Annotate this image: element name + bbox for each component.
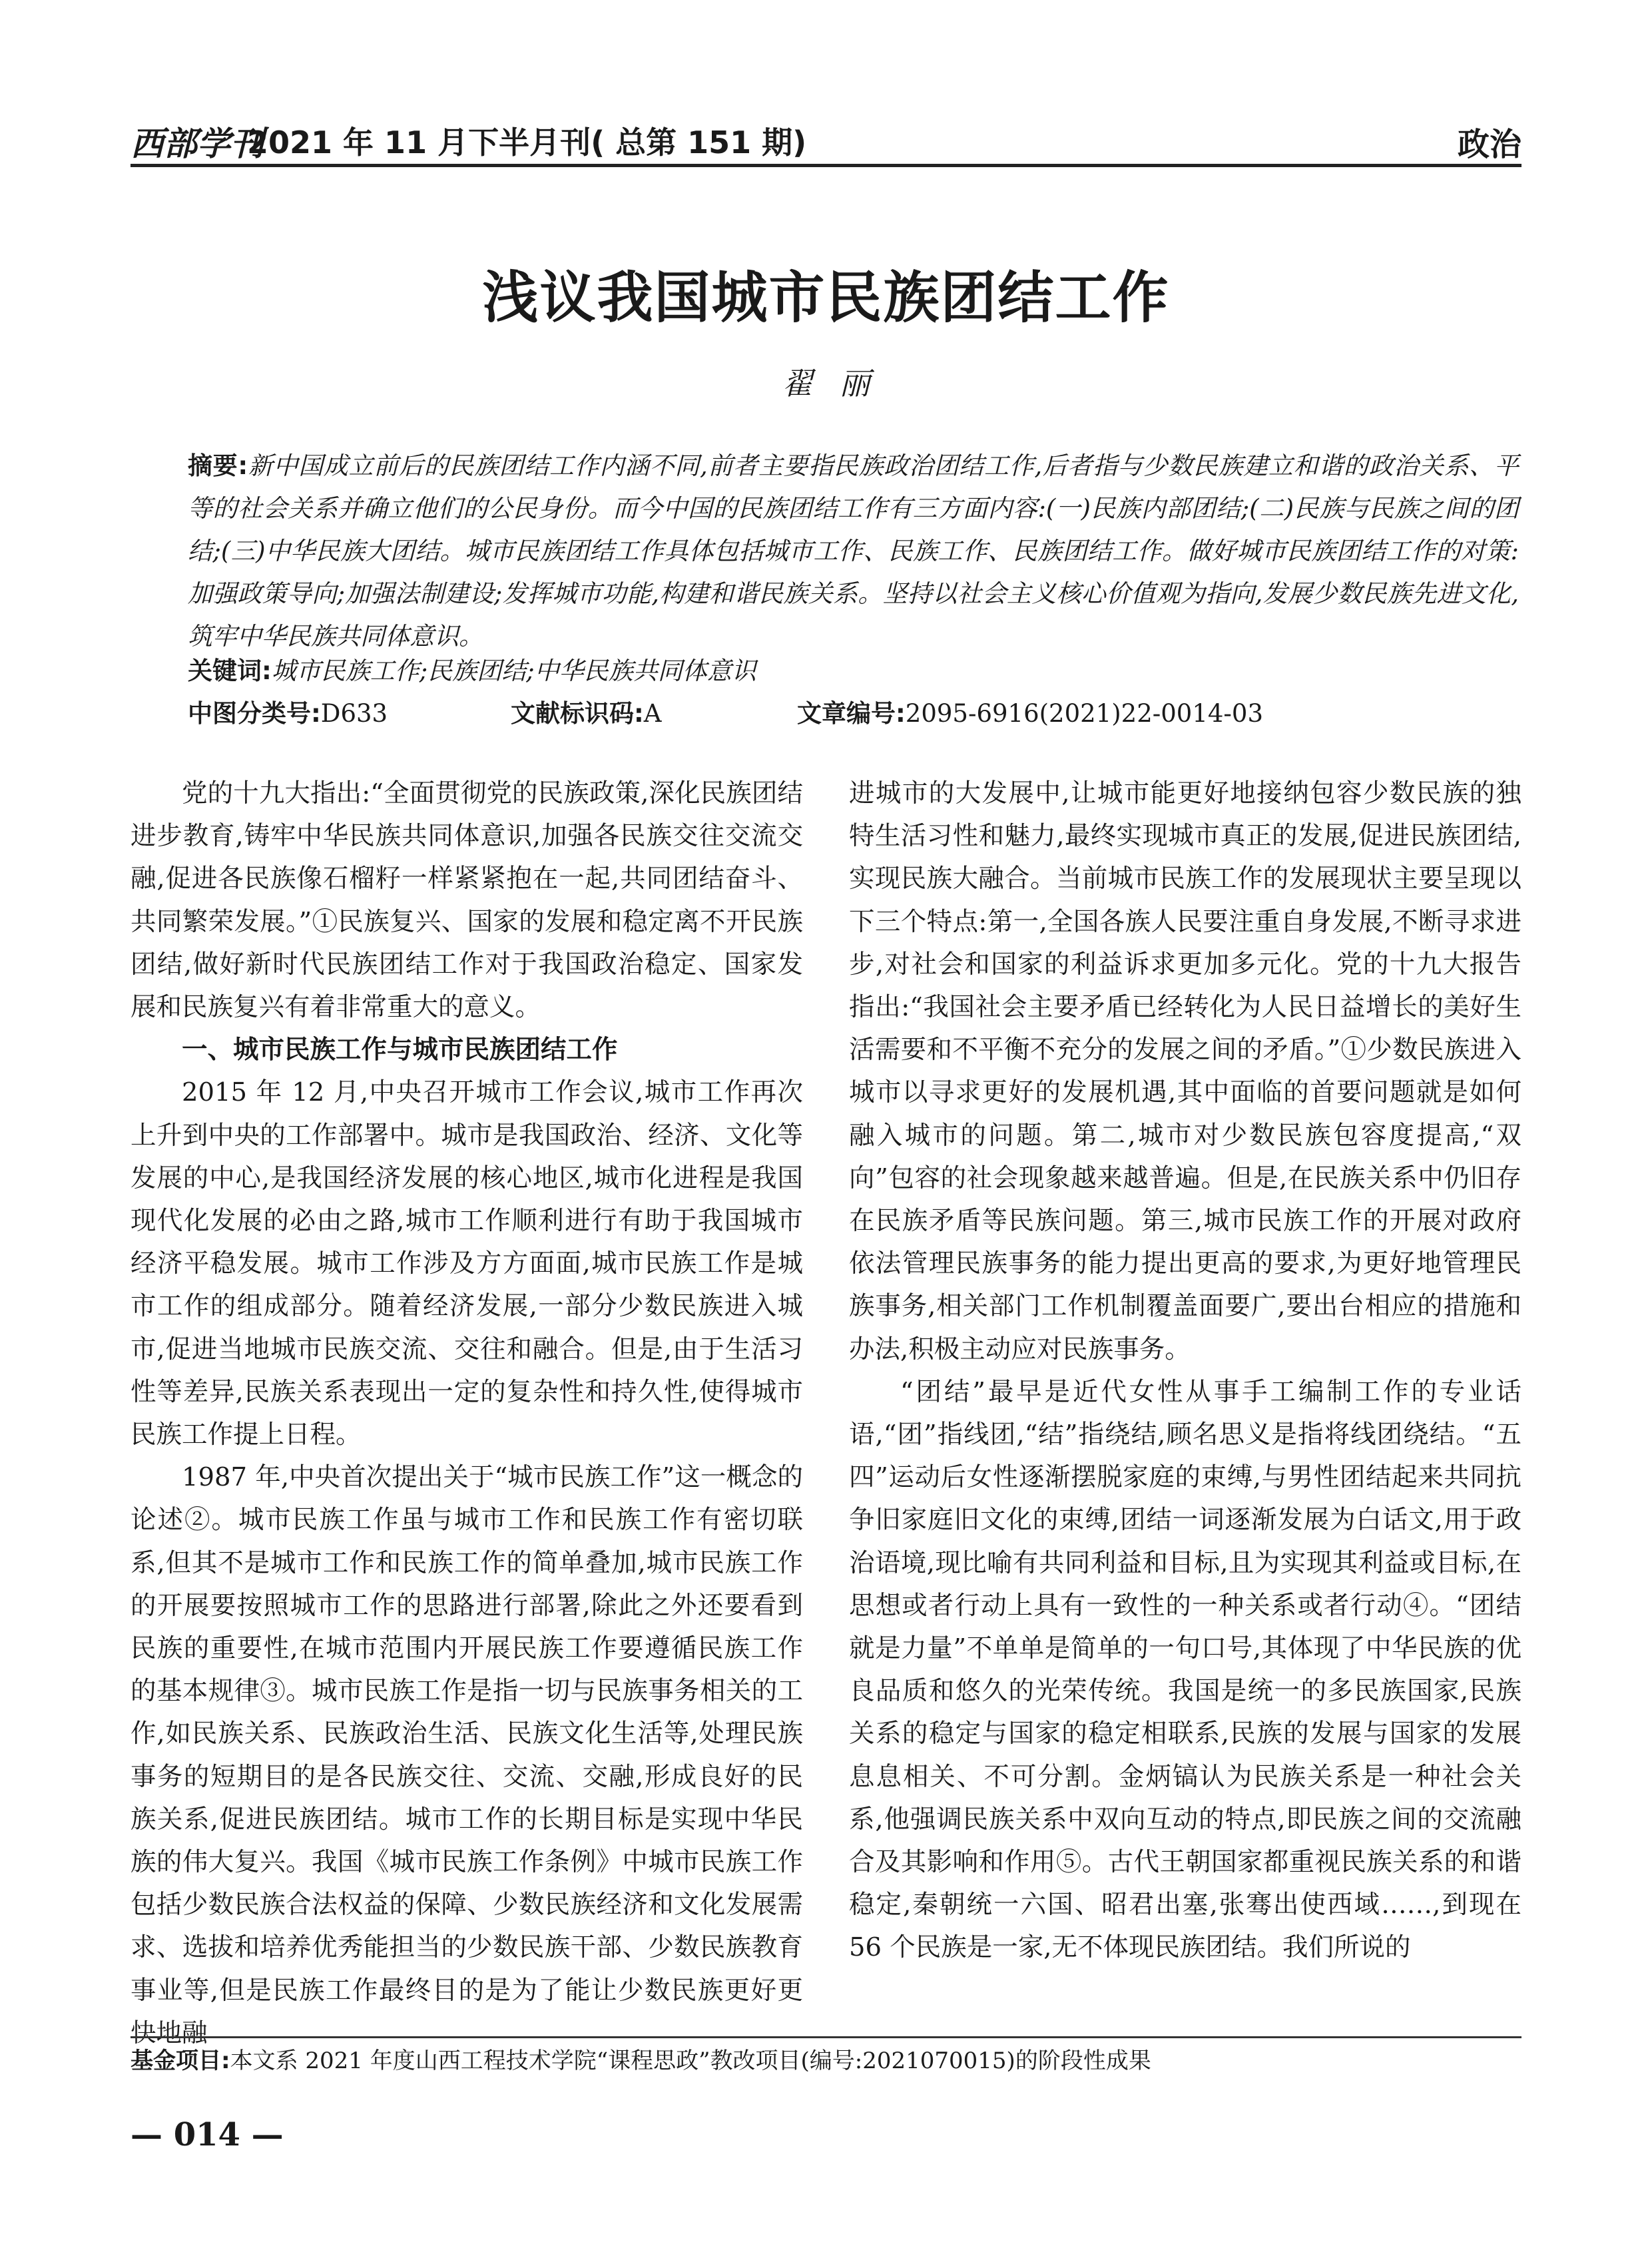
- article-label: 文章编号:: [797, 699, 906, 728]
- keywords-text: 城市民族工作;民族团结;中华民族共同体意识: [271, 657, 756, 685]
- abstract-label: 摘要:: [188, 451, 248, 480]
- funding-note: [131, 2044, 1521, 2078]
- issue-info: 2021 年 11 月下半月刊( 总第 151 期): [247, 125, 807, 160]
- clc-label: 中图分类号:: [188, 699, 321, 728]
- article-value: 2095-6916(2021)22-0014-03: [905, 699, 1263, 728]
- doc-value: A: [643, 699, 662, 728]
- classification-row: [188, 694, 1519, 734]
- keywords-label: 关键词:: [188, 657, 272, 685]
- clc-value: D633: [320, 699, 388, 728]
- article-number: [797, 694, 1263, 734]
- paragraph: “团结”最早是近代女性从事手工编制工作的专业话语,“团”指线团,“结”指绕结,顾名思义是指将线团绕结。“五四”运动后女性逐渐摆脱家庭的束缚,与男性团结起来共同抗争旧家庭旧文化的束缚,团结一词逐渐发展为白话文,用于政治语境,现比喻有共同利益和目标,且为实现其利益或目标,在思想或者行动上具有一致性的一种关系或者行动④。“团结就是力量”不单单是简单的一句口号,其体现了中华民族的优良品质和悠久的光荣传统。我国是统一的多民族国家,民族关系的稳定与国家的稳定相联系,民族的发展与国家的发展息息相关、不可分割。金炳镐认为民族关系是一种社会关系,他强调民族关系中双向互动的特点,即民族之间的交流融合及其影响和作用⑤。古代王朝国家都重视民族关系的和谐稳定,秦朝统一六国、昭君出塞,张骞出使西域……,到现在 56 个民族是一家,无不体现民族团结。我们所说的: [849, 1376, 1521, 1963]
- journal-logo: 西部学刊: [131, 124, 264, 163]
- right-column: [849, 772, 1521, 1970]
- article-title: 浅议我国城市民族团结工作: [482, 265, 1170, 330]
- abstract: [188, 445, 1519, 658]
- left-column: [131, 772, 803, 2055]
- keywords: [188, 651, 1519, 691]
- paragraph: 进城市的大发展中,让城市能更好地接纳包容少数民族的独特生活习性和魅力,最终实现城市真正的发展,促进民族团结,实现民族大融合。当前城市民族工作的发展现状主要呈现以下三个特点:第一,全国各族人民要注重自身发展,不断寻求进步,对社会和国家的利益诉求更加多元化。党的十九大报告指出:“我国社会主要矛盾已经转化为人民日益增长的美好生活需要和不平衡不充分的发展之间的矛盾。”①少数民族进入城市以寻求更好的发展机遇,其中面临的首要问题就是如何融入城市的问题。第二,城市对少数民族包容度提高,“双向”包容的社会现象越来越普遍。但是,在民族关系中仍旧存在民族矛盾等民族问题。第三,城市民族工作的开展对政府依法管理民族事务的能力提出更高的要求,为更好地管理民族事务,相关部门工作机制覆盖面要广,要出台相应的措施和办法,积极主动应对民族事务。: [849, 778, 1521, 1364]
- document-code: [511, 694, 662, 734]
- paragraph: 党的十九大指出:“全面贯彻党的民族政策,深化民族团结进步教育,铸牢中华民族共同体意识,加强各民族交往交流交融,促进各民族像石榴籽一样紧紧抱在一起,共同团结奋斗、共同繁荣发展。”①民族复兴、国家的发展和稳定离不开民族团结,做好新时代民族团结工作对于我国政治稳定、国家发展和民族复兴有着非常重大的意义。: [131, 778, 803, 1023]
- section-heading: 一、城市民族工作与城市民族团结工作: [182, 1035, 618, 1065]
- abstract-text: 新中国成立前后的民族团结工作内涵不同,前者主要指民族政治团结工作,后者指与少数民族建立和谐的政治关系、平等的社会关系并确立他们的公民身份。而今中国的民族团结工作有三方面内容:(一)民族内部团结;(二)民族与民族之间的团结;(三)中华民族大团结。城市民族团结工作具体包括城市工作、民族工作、民族团结工作。做好城市民族团结工作的对策:加强政策导向;加强法制建设;发挥城市功能,构建和谐民族关系。坚持以社会主义核心价值观为指向,发展少数民族先进文化,筑牢中华民族共同体意识。: [188, 451, 1519, 651]
- footnote-divider: [131, 2036, 1521, 2038]
- funding-label: 基金项目:: [131, 2048, 230, 2074]
- clc-number: [188, 694, 388, 734]
- author-name: 翟丽: [782, 366, 897, 402]
- doc-label: 文献标识码:: [511, 699, 644, 728]
- running-header: [131, 112, 1521, 167]
- section-label: 政治: [1457, 126, 1521, 163]
- page-number: — 014 —: [131, 2116, 284, 2153]
- funding-text: 本文系 2021 年度山西工程技术学院“课程思政”教改项目(编号:2021070015)的阶段性成果: [230, 2048, 1151, 2074]
- paragraph: 1987 年,中央首次提出关于“城市民族工作”这一概念的论述②。城市民族工作虽与城市工作和民族工作有密切联系,但其不是城市工作和民族工作的简单叠加,城市民族工作的开展要按照城市工作的思路进行部署,除此之外还要看到民族的重要性,在城市范围内开展民族工作要遵循民族工作的基本规律③。城市民族工作是指一切与民族事务相关的工作,如民族关系、民族政治生活、民族文化生活等,处理民族事务的短期目的是各民族交往、交流、交融,形成良好的民族关系,促进民族团结。城市工作的长期目标是实现中华民族的伟大复兴。我国《城市民族工作条例》中城市民族工作包括少数民族合法权益的保障、少数民族经济和文化发展需求、选拔和培养优秀能担当的少数民族干部、少数民族教育事业等,但是民族工作最终目的是为了能让少数民族更好更快地融: [131, 1462, 803, 2048]
- paragraph: 2015 年 12 月,中央召开城市工作会议,城市工作再次上升到中央的工作部署中。城市是我国政治、经济、文化等发展的中心,是我国经济发展的核心地区,城市化进程是我国现代化发展的必由之路,城市工作顺利进行有助于我国城市经济平稳发展。城市工作涉及方方面面,城市民族工作是城市工作的组成部分。随着经济发展,一部分少数民族进入城市,促进当地城市民族交流、交往和融合。但是,由于生活习性等差异,民族关系表现出一定的复杂性和持久性,使得城市民族工作提上日程。: [131, 1077, 803, 1450]
